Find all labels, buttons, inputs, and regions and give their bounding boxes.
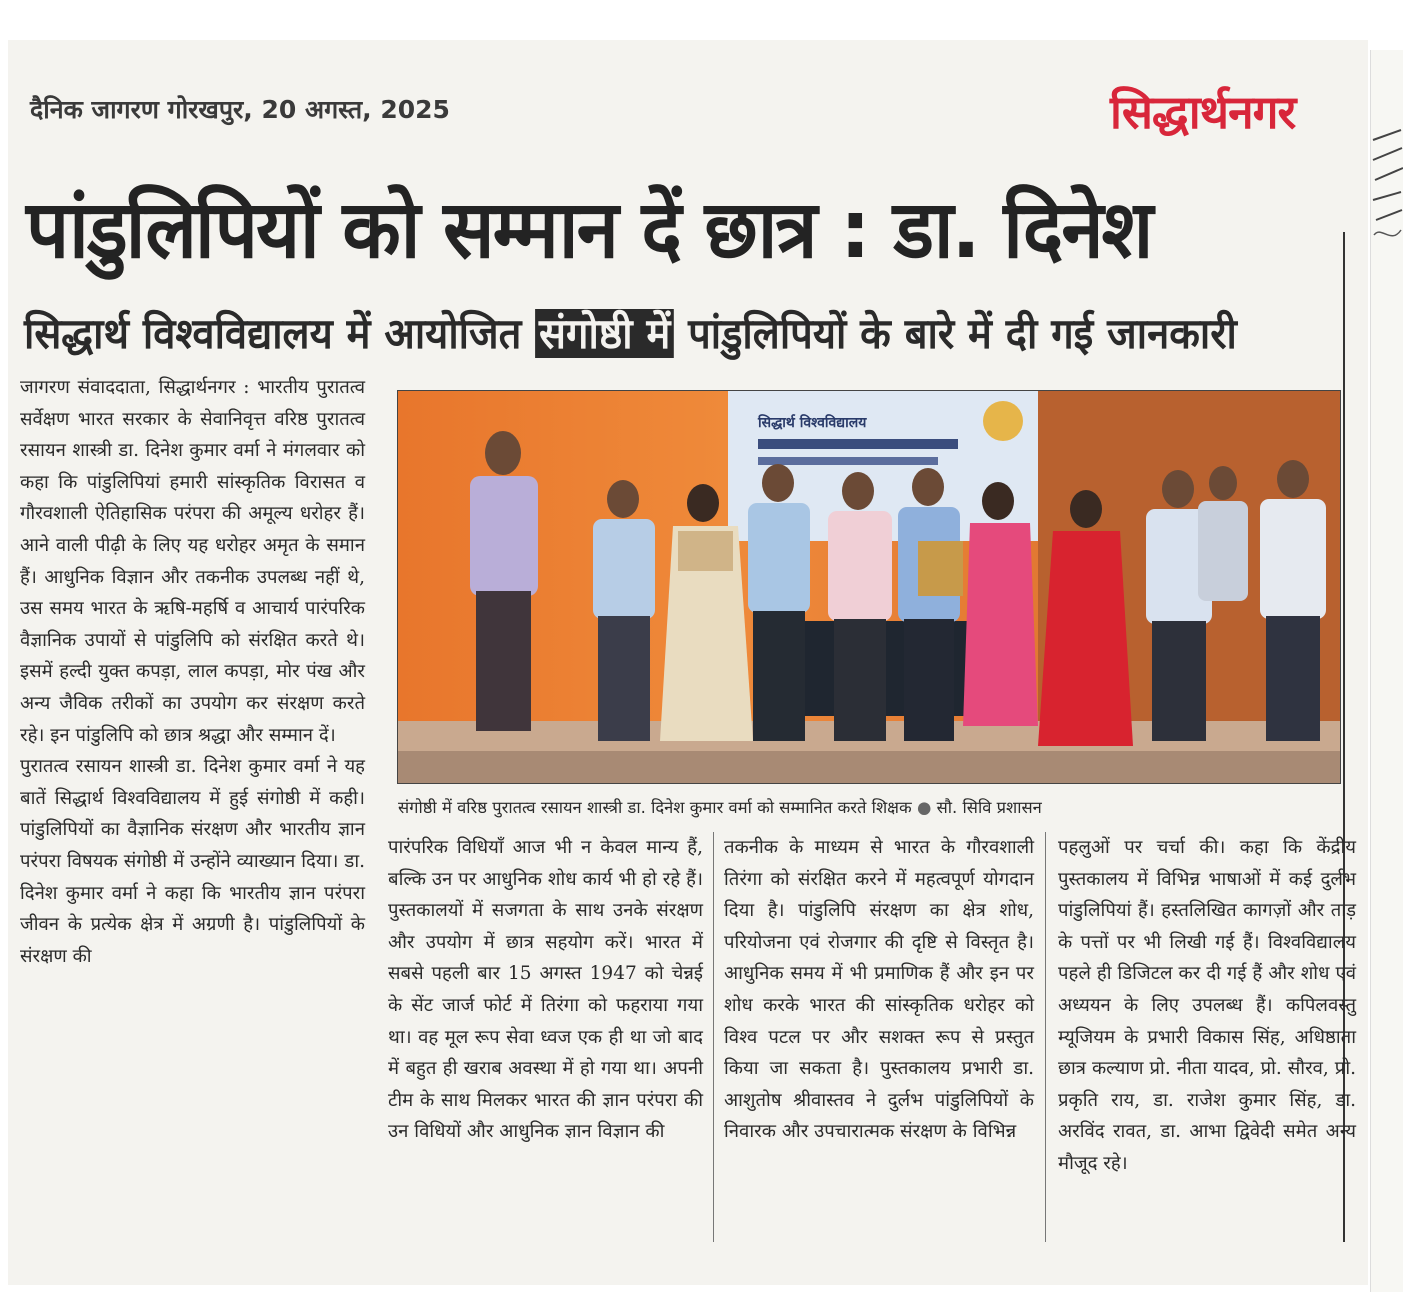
photo-credit: सौ. सिवि प्रशासन <box>936 798 1042 817</box>
section-name: सिद्धार्थनगर <box>1110 85 1296 139</box>
article-column-3 <box>724 832 1034 1148</box>
adjacent-page-edge <box>1370 50 1403 1292</box>
event-photo <box>397 390 1341 784</box>
banner-text: सिद्धार्थ विश्वविद्यालय <box>758 415 867 431</box>
article-column-4 <box>1058 832 1356 1180</box>
photo-caption <box>398 795 1042 818</box>
column-divider <box>713 832 714 1242</box>
paragraph: पहलुओं पर चर्चा की। कहा कि केंद्रीय पुस्तकालय में विभिन्न भाषाओं में कई दुर्लभ पांडुलिपियां हैं। हस्तलिखित कागज़ों और ताड़ के पत्तों पर भी लिखी गई हैं। विश्वविद्यालय पहले ही डिजिटल कर दी गई हैं और शोध एवं अध्ययन के लिए उपलब्ध हैं। कपिलवस्तु म्यूजियम के प्रभारी विकास सिंह, अधिष्ठाता छात्र कल्याण प्रो. नीता यादव, प्रो. सौरव, प्रो. प्रकृति राय, डा. राजेश कुमार सिंह, डा. अरविंद रावत, डा. आभा द्विवेदी समेत अन्य मौजूद रहे। <box>1058 837 1356 1174</box>
paragraph: जागरण संवाददाता, सिद्धार्थनगर : भारतीय पुरातत्व सर्वेक्षण भारत सरकार के सेवानिवृत्त वरिष्ठ पुरातत्व रसायन शास्त्री डा. दिनेश कुमार वर्मा ने मंगलवार को कहा कि पांडुलिपियां हमारी सांस्कृतिक विरासत व गौरवशाली ऐतिहासिक परंपरा की अमूल्य धरोहर हैं। आने वाली पीढ़ी के लिए यह धरोहर अमृत के समान हैं। आधुनिक विज्ञान और तकनीक उपलब्ध नहीं थे, उस समय भारत के ऋषि-महर्षि व आचार्य पारंपरिक वैज्ञानिक उपायों से पांडुलिपि को संरक्षित करते थे। इसमें हल्दी युक्त कपड़ा, लाल कपड़ा, मोर पंख और अन्य जैविक तरीकों का उपयोग कर संरक्षण करते रहे। इन पांडुलिपि को छात्र श्रद्धा और सम्मान दें। <box>20 377 365 746</box>
subhead-before: सिद्धार्थ विश्वविद्यालय में आयोजित <box>24 309 536 358</box>
article-column-2 <box>388 832 703 1148</box>
article-column-1 <box>20 372 365 972</box>
subheadline <box>24 304 1237 361</box>
paragraph: तकनीक के माध्यम से भारत के गौरवशाली तिरंगा को संरक्षित करने में महत्वपूर्ण योगदान दिया है। पांडुलिपि संरक्षण का क्षेत्र शोध, परियोजना एवं रोजगार की दृष्टि से विस्तृत है। आधुनिक समय में भी प्रमाणिक हैं और इन पर शोध करके भारत की सांस्कृतिक धरोहर को विश्व पटल पर और सशक्त रूप से प्रस्तुत किया जा सकता है। पुस्तकालय प्रभारी डा. आशुतोष श्रीवास्तव ने दुर्लभ पांडुलिपियों के निवारक और उपचारात्मक संरक्षण के विभिन्न <box>724 837 1034 1143</box>
headline: पांडुलिपियों को सम्मान दें छात्र : डा. दिनेश <box>26 183 1152 276</box>
bullet-icon: ● <box>916 798 932 817</box>
subhead-after: पांडुलिपियों के बारे में दी गई जानकारी <box>674 309 1237 358</box>
masthead-dateline: दैनिक जागरण गोरखपुर, 20 अगस्त, 2025 <box>30 95 450 124</box>
paragraph: पारंपरिक विधियाँ आज भी न केवल मान्य हैं, बल्कि उन पर आधुनिक शोध कार्य भी हो रहे हैं। पुस्तकालयों में सजगता के साथ उनके संरक्षण और उपयोग में छात्र सहयोग करें। भारत में सबसे पहली बार 15 अगस्त 1947 को चेन्नई के सेंट जार्ज फोर्ट में तिरंगा को फहराया गया था। वह मूल रूप सेवा ध्वज एक ही था जो बाद में बहुत ही खराब अवस्था में हो गया था। अपनी टीम के साथ मिलकर भारत की ज्ञान परंपरा की उन विधियों और आधुनिक ज्ञान विज्ञान की <box>388 837 703 1143</box>
caption-text: संगोष्ठी में वरिष्ठ पुरातत्व रसायन शास्त्री डा. दिनेश कुमार वर्मा को सम्मानित करते शिक्षक <box>398 798 912 817</box>
subhead-highlight: संगोष्ठी में <box>535 309 674 358</box>
paragraph: पुरातत्व रसायन शास्त्री डा. दिनेश कुमार वर्मा ने यह बातें सिद्धार्थ विश्वविद्यालय में हुई संगोष्ठी में कही। पांडुलिपियों का वैज्ञानिक संरक्षण और भारतीय ज्ञान परंपरा विषयक संगोष्ठी में उन्होंने व्याख्यान दिया। डा. दिनेश कुमार वर्मा ने कहा कि भारतीय ज्ञान परंपरा जीवन के प्रत्येक क्षेत्र में अग्रणी है। पांडुलिपियों के संरक्षण की <box>20 756 365 967</box>
pen-scribble-icon <box>1371 120 1403 250</box>
column-divider <box>1045 832 1046 1242</box>
